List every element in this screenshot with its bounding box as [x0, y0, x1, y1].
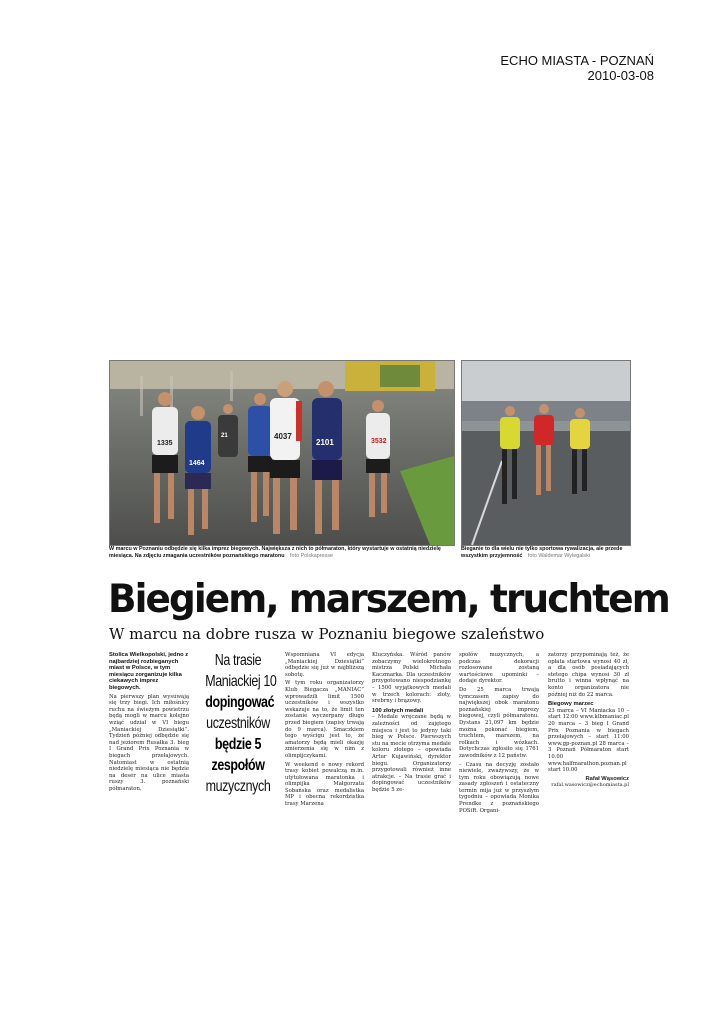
section-heading: Biegowy marzec	[548, 701, 594, 708]
pull-quote-line: dopingować	[205, 694, 275, 711]
right-caption-text: Bieganie to dla wielu nie tylko sportowa rywalizacja, ale przede wszystkim przyjemność	[461, 546, 623, 559]
paragraph: Wspomniana VI edycja „Maniackiej Dziesiątki” odbędzie się już w najbliższą sobotę.	[285, 652, 364, 678]
pull-quote-line: będzie 5	[214, 736, 262, 753]
right-photo-caption	[461, 546, 631, 559]
left-photo-credit: foto Polskapresse	[290, 552, 333, 559]
paragraph: Na pierwszy plan wysuwają się trzy biegi. Ich miłośnicy ruchu na świeżym powietrzu będą mogli w marcu kolejno wziąć udział w VI biegu „Maniackiej Dziesiątki”. Tydzień później odbędzie się nad jeziorem Rusałka 3. bieg I Grand Prix Poznania w biegach przełajowych. Natomiast w ostatnią niedzielę miesiąca nie będzie na deser na ulice miasta ruszy 3. poznański półmaraton.	[109, 693, 189, 792]
pull-quote-line: Na trasie	[214, 652, 262, 669]
author-email[interactable]: rafal.wasowicz@echomiasta.pl	[551, 782, 629, 789]
paragraph: – Czasu na decyzję zostało niewiele, zważywszy, że w tym roku obowiązują nowe zasady zgłoszeń i ostateczny termin mija już w przyszłym tygodniu – opowiada Monika Prendke z poznańskiego POSiR. Organi-	[459, 761, 539, 814]
paragraph: – Medale wręczane będą w zależności od zajętego miejsca i jest to jedyny taki bieg w Polsce. Pierwszych stu na mecie otrzyma medale koloru złotego – opowiada Artur Kujawiński, dyrektor biegu. Organizatorzy przygotowali również inne atrakcje. – Na trasie grać i dopingować uczestników będzie 5 ze-	[372, 714, 451, 793]
article-headline: Biegiem, marszem, truchtem	[108, 577, 669, 622]
event-list: 23 marca – VI Maniacka 10 – start 12:00 www.klbmaniac.pl 20 marca – 3 bieg I Grand Prix Poznania w biegach przełajowych – start 11:00 www.gp-poznan.pl 28 marca – 3 Poznań Półmaraton start 10.00 www.halfmarathon.poznan.pl start 10.00	[548, 707, 629, 774]
left-caption-text: W marcu w Poznaniu odbędzie się kilka imprez biegowych. Największa z nich to półmaraton, który wystartuje w ostatnią niedzielę miesiąca. Na zdjęciu zmagania uczestników poznańskiego maratonu	[109, 546, 441, 559]
bib-number: 1464	[189, 460, 205, 467]
paragraph: zatorzy przypominają też, że opłata startowa wynosi 40 zł, a dla osób posiadających stetego chipa wynosi 30 zł brutto i winna wpłynąć na konto organizatora nie później niż do 22 marca.	[548, 652, 629, 698]
author-name: Rafał Wąsowicz	[585, 775, 629, 782]
pull-quote-line: zespołów	[211, 757, 265, 774]
article-column-6	[548, 652, 629, 789]
article-lead: Stolica Wielkopolski, jedno z najbardziej rozbieganych miast w Polsce, w tym miesiącu zorganizuje kilka ciekawych imprez biegowych.	[109, 652, 189, 691]
article-column-4	[372, 652, 451, 795]
bib-number: 4037	[274, 432, 292, 441]
bib-number: 1335	[157, 440, 173, 447]
paragraph: W weekend o nowy rekord trasy kobiet powalczą m.in. utytułowana maratonka i olimpijka Małgorzata Sobańska oraz medalistka MP i obecna rekordzistka trasy Marzena	[285, 761, 364, 808]
runners-road-photo	[461, 360, 631, 546]
article-subheadline: W marcu na dobre rusza w Poznaniu biegowe szaleństwo	[109, 625, 545, 643]
left-photo-caption	[109, 546, 454, 559]
source-header	[500, 53, 654, 83]
publication-name: ECHO MIASTA - POZNAŃ	[500, 53, 654, 68]
bib-number: 21	[221, 433, 228, 439]
section-heading: 100 złotych medali	[372, 707, 424, 714]
runners-illustration	[110, 361, 454, 545]
article-column-5	[459, 652, 539, 816]
pull-quote-line: Maniackiej 10	[205, 673, 277, 690]
paragraph: społów muzycznych, a podczas dekoracji rozlosowane zostaną wartościowe upominki – dodaje dyrektor.	[459, 652, 539, 685]
article-column-3	[285, 652, 364, 810]
paragraph: Kluczyńska. Wśród panów zobaczymy wielokrotnego mistrza Polski Michała Kaczmarka. Dla uczestników przygotowano niespodziankę – 1500 wyjątkowych medali w trzech kolorach: złoty, srebrny i brązowy.	[372, 652, 451, 705]
road-illustration	[462, 361, 630, 545]
bib-number: 3532	[371, 438, 387, 445]
publication-date: 2010-03-08	[587, 68, 654, 83]
right-photo-credit: foto Waldemar Wylegalski	[527, 552, 590, 559]
bib-number: 2101	[316, 438, 334, 447]
paragraph: Do 25 marca trwają tymczasem zapisy do największej obok maratonu poznańskiej imprezy biegowej, czyli półmaratonu. Dystans 21,097 km będzie można pokonać biegiem, truchtem, marszem, na rolkach i wózkach. Dotychczas zgłosiło się 1761 zawodników z 12 państw.	[459, 686, 539, 759]
paragraph: W tym roku organizatorzy Klub Biegacza „MANIAC” wprowadzili limit 1500 uczestników i wszystko wskazuje na to, że limit ten zostanie wyczerpany długo przed biegiem (zapisy trwają do 9 marca). Smaczkiem tego wyścigu jest to, że amatorzy będą mieli okazję zmierzenia się w nim z olimpijczykami.	[285, 680, 364, 759]
marathon-photo	[109, 360, 455, 546]
pull-quote-line: uczestników	[206, 715, 270, 732]
article-column-1	[109, 652, 189, 794]
pull-quote	[196, 650, 280, 797]
pull-quote-line: muzycznych	[205, 778, 271, 795]
